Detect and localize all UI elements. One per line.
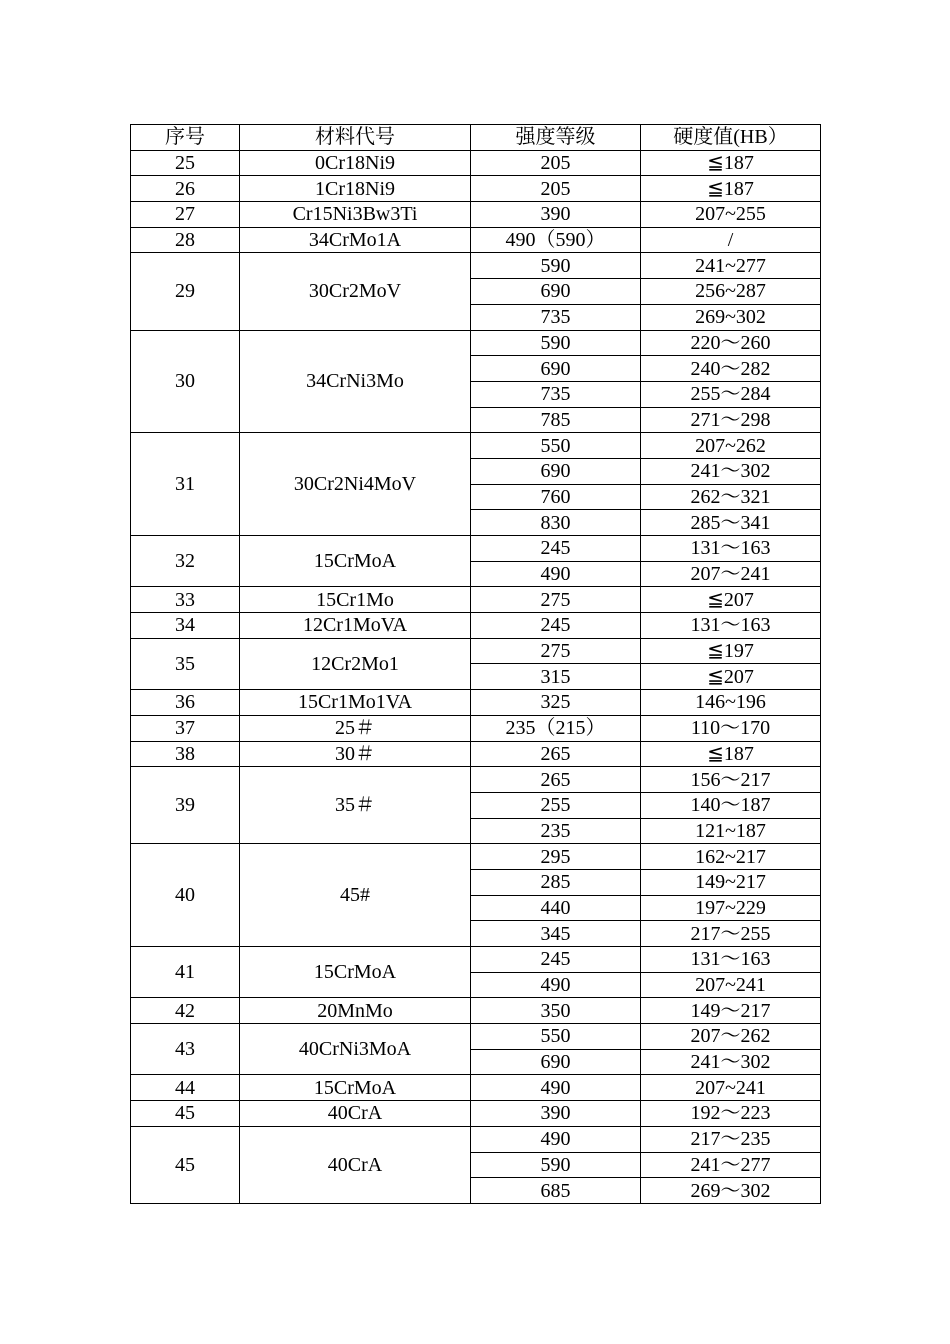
cell-hardness: 207~255 [641,202,821,228]
cell-hardness: 285～341 [641,510,821,536]
table-row [131,690,821,716]
table-row [131,1126,821,1152]
cell-no: 37 [131,715,240,741]
cell-no: 43 [131,1024,240,1075]
cell-hardness: 131～163 [641,536,821,562]
cell-strength: 440 [471,895,641,921]
cell-no: 27 [131,202,240,228]
cell-material: 40CrA [240,1126,471,1203]
cell-hardness: 217～255 [641,921,821,947]
cell-no: 31 [131,433,240,536]
cell-material: 15Cr1Mo1VA [240,690,471,716]
cell-hardness: 192～223 [641,1101,821,1127]
cell-strength: 245 [471,613,641,639]
cell-no: 28 [131,227,240,253]
table-row [131,253,821,279]
table-row [131,1024,821,1050]
cell-strength: 735 [471,304,641,330]
cell-strength: 315 [471,664,641,690]
table-row [131,947,821,973]
table-row [131,767,821,793]
cell-material: 30＃ [240,741,471,767]
cell-hardness: 207～241 [641,561,821,587]
cell-no: 34 [131,613,240,639]
cell-strength: 690 [471,1049,641,1075]
cell-no: 42 [131,998,240,1024]
cell-hardness: 207~241 [641,1075,821,1101]
cell-material: 15Cr1Mo [240,587,471,613]
cell-strength: 350 [471,998,641,1024]
cell-no: 35 [131,638,240,689]
table-row [131,227,821,253]
cell-hardness: ≦187 [641,150,821,176]
cell-strength: 690 [471,458,641,484]
cell-material: 34CrMo1A [240,227,471,253]
cell-material: 15CrMoA [240,536,471,587]
cell-strength: 245 [471,947,641,973]
cell-material: Cr15Ni3Bw3Ti [240,202,471,228]
cell-strength: 255 [471,792,641,818]
cell-material: 30Cr2MoV [240,253,471,330]
cell-no: 38 [131,741,240,767]
header-no: 序号 [131,125,240,151]
cell-strength: 245 [471,536,641,562]
cell-hardness: 241~277 [641,253,821,279]
cell-strength: 490（590） [471,227,641,253]
cell-strength: 590 [471,330,641,356]
cell-material: 15CrMoA [240,947,471,998]
cell-material: 12Cr2Mo1 [240,638,471,689]
cell-hardness: 146~196 [641,690,821,716]
table-row [131,150,821,176]
cell-hardness: 149～217 [641,998,821,1024]
table-row [131,1075,821,1101]
cell-no: 40 [131,844,240,947]
cell-strength: 690 [471,279,641,305]
cell-hardness: 271～298 [641,407,821,433]
cell-strength: 550 [471,433,641,459]
cell-hardness: 197~229 [641,895,821,921]
table-row [131,433,821,459]
cell-hardness: 269~302 [641,304,821,330]
table-row [131,844,821,870]
cell-hardness: 110～170 [641,715,821,741]
cell-no: 26 [131,176,240,202]
cell-hardness: 220～260 [641,330,821,356]
table-row [131,202,821,228]
cell-strength: 735 [471,381,641,407]
table-row [131,998,821,1024]
cell-strength: 295 [471,844,641,870]
cell-hardness: 255～284 [641,381,821,407]
cell-hardness: 269～302 [641,1178,821,1204]
cell-hardness: 262～321 [641,484,821,510]
cell-hardness: 241～302 [641,458,821,484]
cell-hardness: 256~287 [641,279,821,305]
cell-strength: 785 [471,407,641,433]
cell-material: 25＃ [240,715,471,741]
cell-strength: 345 [471,921,641,947]
cell-strength: 205 [471,176,641,202]
cell-strength: 550 [471,1024,641,1050]
cell-no: 32 [131,536,240,587]
cell-strength: 325 [471,690,641,716]
material-hardness-table [130,124,821,1204]
cell-strength: 265 [471,741,641,767]
cell-no: 30 [131,330,240,433]
cell-hardness: ≦207 [641,664,821,690]
cell-strength: 490 [471,972,641,998]
cell-hardness: 240～282 [641,356,821,382]
cell-material: 40CrA [240,1101,471,1127]
cell-strength: 285 [471,869,641,895]
cell-material: 0Cr18Ni9 [240,150,471,176]
cell-hardness: 131～163 [641,947,821,973]
cell-no: 36 [131,690,240,716]
header-strength: 强度等级 [471,125,641,151]
cell-no: 41 [131,947,240,998]
header-hardness: 硬度值(HB） [641,125,821,151]
cell-strength: 760 [471,484,641,510]
cell-no: 33 [131,587,240,613]
cell-hardness: ≦207 [641,587,821,613]
cell-hardness: / [641,227,821,253]
cell-strength: 235 [471,818,641,844]
cell-hardness: 241～302 [641,1049,821,1075]
table-body [131,125,821,1204]
cell-material: 34CrNi3Mo [240,330,471,433]
cell-strength: 390 [471,1101,641,1127]
cell-material: 1Cr18Ni9 [240,176,471,202]
table-row [131,587,821,613]
table-row [131,176,821,202]
table-row [131,741,821,767]
cell-strength: 275 [471,638,641,664]
cell-hardness: 140～187 [641,792,821,818]
header-material: 材料代号 [240,125,471,151]
cell-no: 29 [131,253,240,330]
cell-strength: 235（215） [471,715,641,741]
cell-strength: 275 [471,587,641,613]
cell-hardness: 207～262 [641,1024,821,1050]
header-row [131,125,821,151]
cell-hardness: 162~217 [641,844,821,870]
cell-material: 15CrMoA [240,1075,471,1101]
cell-hardness: 207~262 [641,433,821,459]
cell-material: 12Cr1MoVA [240,613,471,639]
cell-hardness: 156～217 [641,767,821,793]
cell-material: 30Cr2Ni4MoV [240,433,471,536]
cell-material: 20MnMo [240,998,471,1024]
cell-strength: 685 [471,1178,641,1204]
cell-strength: 390 [471,202,641,228]
cell-strength: 830 [471,510,641,536]
table-row [131,613,821,639]
cell-hardness: 207~241 [641,972,821,998]
cell-material: 35＃ [240,767,471,844]
table-row [131,536,821,562]
cell-strength: 490 [471,1075,641,1101]
cell-no: 45 [131,1126,240,1203]
cell-strength: 590 [471,253,641,279]
cell-hardness: 241～277 [641,1152,821,1178]
table-row [131,1101,821,1127]
cell-no: 39 [131,767,240,844]
cell-hardness: 217～235 [641,1126,821,1152]
cell-strength: 265 [471,767,641,793]
cell-hardness: ≦187 [641,176,821,202]
cell-hardness: ≦187 [641,741,821,767]
table-row [131,330,821,356]
cell-no: 45 [131,1101,240,1127]
cell-hardness: ≦197 [641,638,821,664]
cell-strength: 490 [471,561,641,587]
cell-no: 25 [131,150,240,176]
cell-material: 40CrNi3MoA [240,1024,471,1075]
cell-strength: 205 [471,150,641,176]
cell-strength: 490 [471,1126,641,1152]
table-row [131,638,821,664]
cell-hardness: 131～163 [641,613,821,639]
cell-hardness: 149~217 [641,869,821,895]
cell-strength: 590 [471,1152,641,1178]
cell-no: 44 [131,1075,240,1101]
cell-hardness: 121~187 [641,818,821,844]
cell-strength: 690 [471,356,641,382]
cell-material: 45# [240,844,471,947]
table-row [131,715,821,741]
